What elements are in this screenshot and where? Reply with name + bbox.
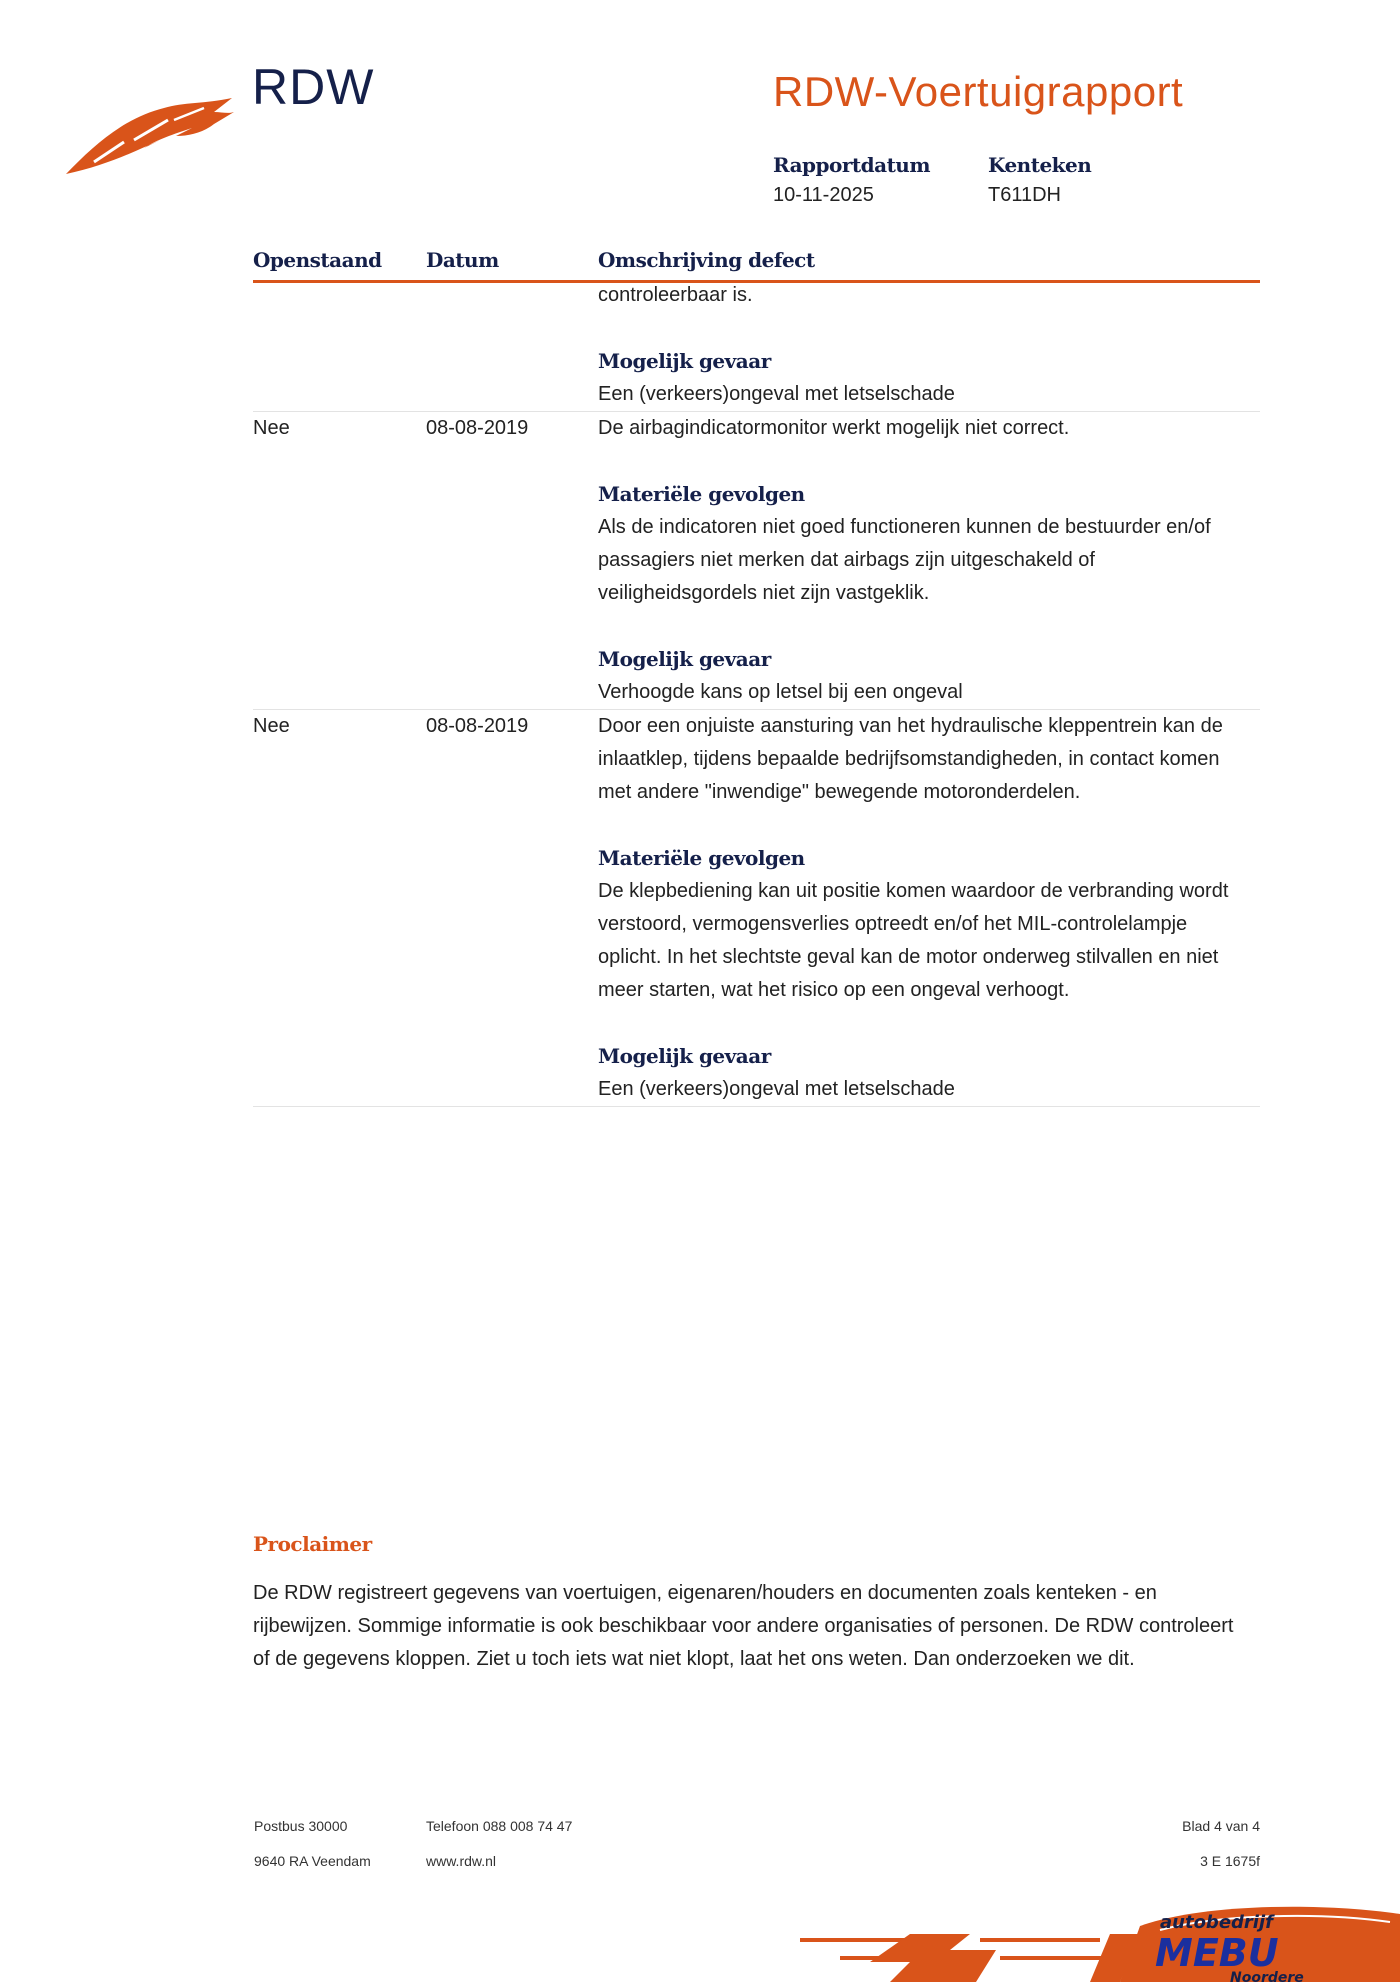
- table-header: [253, 248, 1260, 283]
- defect-table: [253, 248, 1260, 1107]
- footer-document-code: 3 E 1675f: [1200, 1853, 1260, 1869]
- footer-website: www.rdw.nl: [426, 1853, 497, 1869]
- column-header-open: Openstaand: [253, 248, 382, 272]
- report-date-label: Rapportdatum: [773, 153, 931, 177]
- date-cell: 08-08-2019: [426, 715, 529, 737]
- footer-postbus: Postbus 30000: [254, 1818, 348, 1834]
- danger-text: Verhoogde kans op letsel bij een ongeval: [598, 681, 963, 703]
- defect-description-cell: [598, 279, 1248, 411]
- danger-label: Mogelijk gevaar: [598, 647, 771, 671]
- table-row: [253, 412, 1260, 710]
- danger-label: Mogelijk gevaar: [598, 349, 771, 373]
- rdw-logo-icon: [64, 90, 234, 180]
- proclaimer-text: De RDW registreert gegevens van voertuigen, eigenaren/houders en documenten zoals kenteken - en rijbewijzen. Sommige informatie is ook beschikbaar voor andere organisaties of personen. De RDW controleert of de gegevens kloppen. Ziet u toch iets wat niet klopt, laat het ons weten. Dan onderzoeken we dit.: [253, 1582, 1234, 1670]
- dealer-logo-stamp: [800, 1900, 1400, 1982]
- stamp-line2: MEBU: [1155, 1931, 1279, 1975]
- column-header-description: Omschrijving defect: [598, 248, 815, 272]
- consequence-label: Materiële gevolgen: [598, 846, 805, 870]
- open-cell: Nee: [253, 715, 290, 737]
- open-cell: Nee: [253, 417, 290, 439]
- defect-description-cell: [598, 412, 1248, 709]
- stamp-line3: Noordere: [1230, 1970, 1304, 1982]
- defect-description: controleerbaar is.: [598, 284, 753, 306]
- plate-label: Kenteken: [988, 153, 1092, 177]
- date-cell: 08-08-2019: [426, 417, 529, 439]
- danger-text: Een (verkeers)ongeval met letselschade: [598, 1078, 955, 1100]
- logo-text: RDW: [252, 59, 375, 115]
- footer-page-number: Blad 4 van 4: [1182, 1818, 1260, 1834]
- table-row: [253, 710, 1260, 1107]
- stamp-line1: autobedrijf: [1160, 1912, 1273, 1933]
- defect-description: Door een onjuiste aansturing van het hydraulische kleppentrein kan de inlaatklep, tijdens bepaalde bedrijfsomstandigheden, in contact komen met andere "inwendige" bewegende motoronderdelen.: [598, 715, 1223, 803]
- defect-description: De airbagindicatormonitor werkt mogelijk niet correct.: [598, 417, 1070, 439]
- consequence-label: Materiële gevolgen: [598, 482, 805, 506]
- column-header-date: Datum: [426, 248, 499, 272]
- danger-label: Mogelijk gevaar: [598, 1044, 771, 1068]
- consequence-text: De klepbediening kan uit positie komen waardoor de verbranding wordt verstoord, vermogensverlies optreedt en/of het MIL-controlelampje oplicht. In het slechtste geval kan de motor onderweg stilvallen en niet meer starten, wat het risico op een ongeval verhoogt.: [598, 880, 1229, 1001]
- consequence-text: Als de indicatoren niet goed functioneren kunnen de bestuurder en/of passagiers niet merken dat airbags zijn uitgeschakeld of veiligheidsgordels niet zijn vastgeklik.: [598, 516, 1211, 604]
- proclaimer-title: Proclaimer: [253, 1532, 372, 1556]
- footer-city: 9640 RA Veendam: [254, 1853, 371, 1869]
- table-row: [253, 279, 1260, 412]
- footer-phone: Telefoon 088 008 74 47: [426, 1818, 573, 1834]
- report-title: RDW-Voertuigrapport: [773, 68, 1184, 115]
- defect-description-cell: [598, 710, 1248, 1106]
- danger-text: Een (verkeers)ongeval met letselschade: [598, 383, 955, 405]
- report-date-value: 10-11-2025: [773, 184, 874, 206]
- plate-value: T611DH: [988, 184, 1061, 206]
